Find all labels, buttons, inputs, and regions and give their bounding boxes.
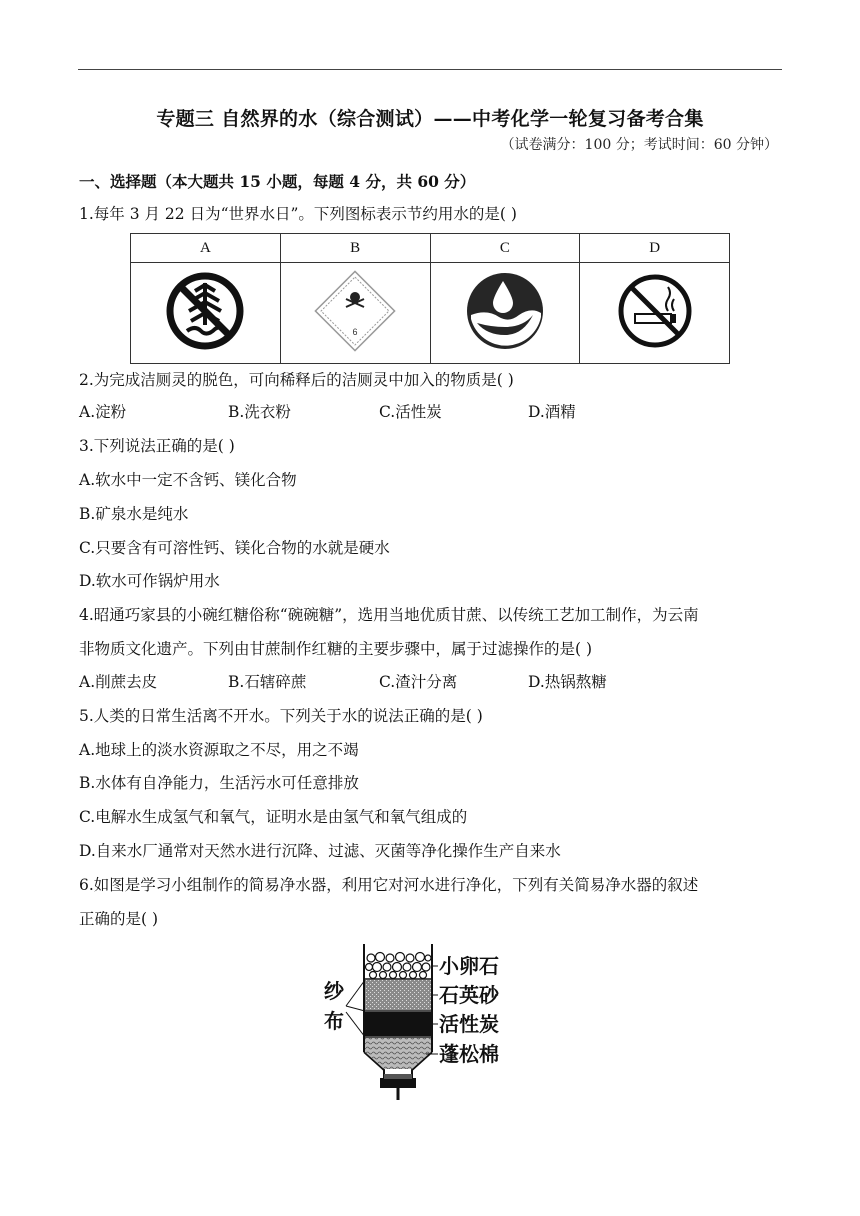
- option-b-header: B: [280, 234, 430, 263]
- question-4-option-a: A.削蔗去皮: [79, 673, 158, 691]
- question-5-stem: 5.人类的日常生活离不开水。下列关于水的说法正确的是( ): [79, 707, 483, 725]
- option-b-cell: [280, 263, 430, 364]
- question-4-stem-line2: 非物质文化遗产。下列由甘蔗制作红糖的主要步骤中，属于过滤操作的是( ): [79, 640, 593, 658]
- carbon-layer: [365, 1012, 431, 1036]
- question-5-option-b: B.水体有自净能力，生活污水可任意排放: [79, 774, 359, 792]
- question-2-option-a: A.淀粉: [79, 403, 127, 421]
- water-filter-diagram: [318, 940, 528, 1105]
- question-2-option-c: C.活性炭: [379, 403, 442, 421]
- question-3-option-b: B.矿泉水是纯水: [79, 505, 189, 523]
- no-logging-icon: [163, 269, 247, 353]
- question-2-option-d: D.酒精: [528, 403, 576, 421]
- question-3-stem: 3.下列说法正确的是( ): [79, 437, 235, 455]
- option-d-cell: [580, 263, 730, 364]
- gauze-label-1: 纱: [324, 979, 344, 1003]
- sand-layer: [365, 980, 431, 1010]
- question-6-stem-line2: 正确的是( ): [79, 910, 159, 928]
- no-smoking-icon: [613, 269, 697, 353]
- option-c-header: C: [430, 234, 580, 263]
- toxic-hazard-icon: [313, 269, 397, 353]
- layer-label-cotton: 蓬松棉: [439, 1042, 499, 1066]
- question-1-sign-table: [130, 233, 730, 364]
- question-4-option-b: B.石辖碎蔗: [228, 673, 307, 691]
- question-5-option-d: D.自来水厂通常对天然水进行沉降、过滤、灭菌等净化操作生产自来水: [79, 842, 561, 860]
- option-a-cell: [131, 263, 281, 364]
- question-4-option-d: D.热锅熬糖: [528, 673, 607, 691]
- question-1-stem: 1.每年 3 月 22 日为“世界水日”。下列图标表示节约用水的是( ): [79, 205, 517, 223]
- option-a-header: A: [131, 234, 281, 263]
- layer-label-sand: 石英砂: [439, 983, 499, 1007]
- page-title: 专题三 自然界的水（综合测试）——中考化学一轮复习备考合集: [156, 108, 704, 130]
- toxic-class-number: 6: [352, 326, 358, 337]
- question-3-option-a: A.软水中一定不含钙、镁化合物: [79, 471, 297, 489]
- question-4-option-c: C.渣汁分离: [379, 673, 458, 691]
- cotton-layer: [365, 1038, 431, 1069]
- layer-label-carbon: 活性炭: [439, 1012, 499, 1036]
- question-3-option-d: D.软水可作锅炉用水: [79, 572, 220, 590]
- water-saving-icon: [463, 269, 547, 353]
- question-2-stem: 2.为完成洁厕灵的脱色，可向稀释后的洁厕灵中加入的物质是( ): [79, 371, 514, 389]
- question-4-stem-line1: 4.昭通巧家县的小碗红糖俗称“碗碗糖”，选用当地优质甘蔗、以传统工艺加工制作，为云南: [79, 606, 699, 624]
- option-d-header: D: [580, 234, 730, 263]
- layer-label-pebbles: 小卵石: [439, 954, 499, 978]
- gauze-label-2: 布: [324, 1009, 344, 1033]
- question-3-option-c: C.只要含有可溶性钙、镁化合物的水就是硬水: [79, 539, 390, 557]
- question-5-option-a: A.地球上的淡水资源取之不尽，用之不竭: [79, 741, 359, 759]
- question-5-option-c: C.电解水生成氢气和氧气，证明水是由氢气和氧气组成的: [79, 808, 468, 826]
- exam-info: （试卷满分：100 分；考试时间：60 分钟）: [500, 137, 778, 153]
- section-heading: 一、选择题（本大题共 15 小题，每题 4 分，共 60 分）: [79, 172, 476, 191]
- question-2-option-b: B.洗衣粉: [228, 403, 291, 421]
- question-6-stem-line1: 6.如图是学习小组制作的简易净水器，利用它对河水进行净化，下列有关简易净水器的叙述: [79, 876, 699, 894]
- option-c-cell: [430, 263, 580, 364]
- header-rule: [78, 69, 782, 70]
